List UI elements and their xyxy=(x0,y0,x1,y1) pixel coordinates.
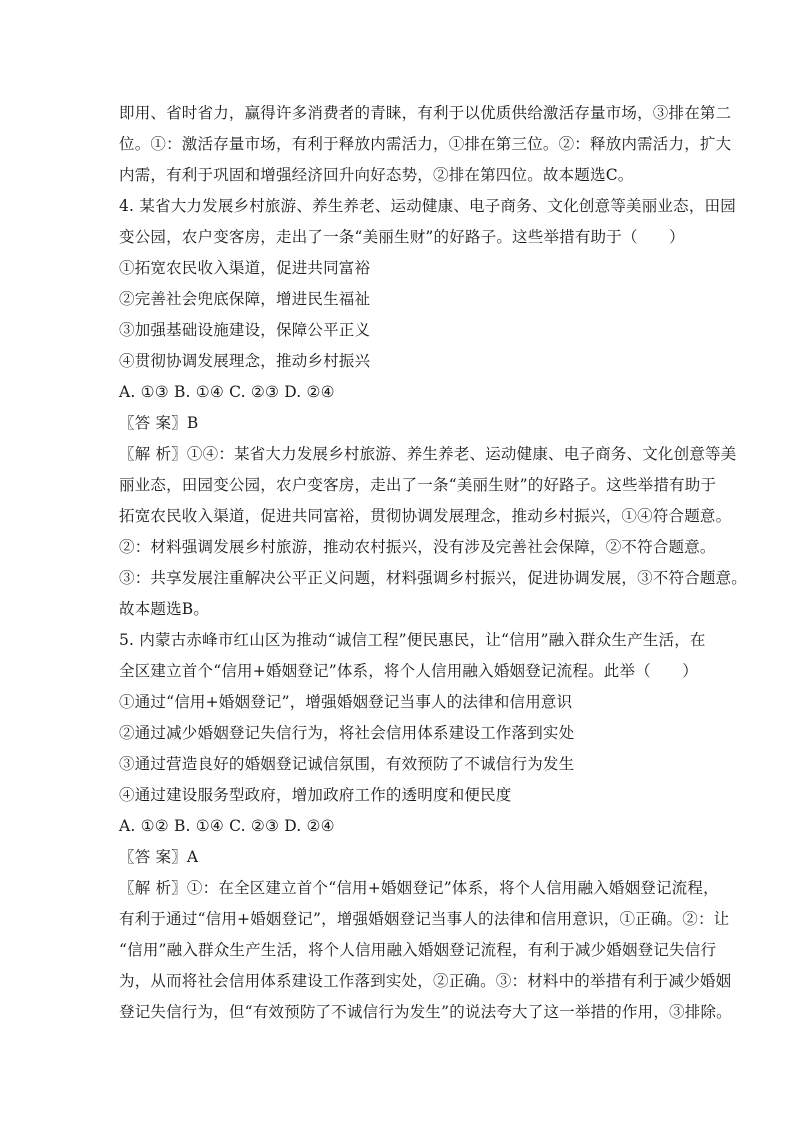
question-4-option: ②完善社会兜底保障，增进民生福祉 xyxy=(119,290,371,308)
question-4-option: ③加强基础设施建设，保障公平正义 xyxy=(119,321,371,339)
question-5-analysis: 登记失信行为，但“有效预防了不诚信行为发生”的说法夸大了这一举措的作用，③排除。 xyxy=(119,1003,732,1021)
question-5-analysis: “信用”融入群众生产生活，将个人信用融入婚姻登记流程，有利于减少婚姻登记失信行 xyxy=(119,941,717,959)
question-4-choices: A. ①③ B. ①④ C. ②③ D. ②④ xyxy=(119,383,335,401)
question-4-option: ④贯彻协调发展理念，推动乡村振兴 xyxy=(119,352,371,370)
question-5-option: ④通过建设服务型政府，增加政府工作的透明度和便民度 xyxy=(119,786,512,804)
question-4-analysis: ②：材料强调发展乡村旅游，推动农村振兴，没有涉及完善社会保障，②不符合题意。 xyxy=(119,538,716,556)
question-4-analysis: 故本题选B。 xyxy=(119,600,210,618)
question-5-analysis: 有利于通过“信用+婚姻登记”，增强婚姻登记当事人的法律和信用意识，①正确。②：让 xyxy=(119,910,730,928)
question-5-option: ①通过“信用+婚姻登记”，增强婚姻登记当事人的法律和信用意识 xyxy=(119,693,573,711)
question-5-stem: 全区建立首个“信用+婚姻登记”体系，将个人信用融入婚姻登记流程。此举（ ） xyxy=(119,662,698,680)
text-line: 内需，有利于巩固和增强经济回升向好态势，②排在第四位。故本题选C。 xyxy=(119,166,634,184)
question-5-answer: 〖答 案〗A xyxy=(119,848,199,866)
question-4-analysis: 丽业态，田园变公园，农户变客房，走出了一条“美丽生财”的好路子。这些举措有助于 xyxy=(119,476,717,494)
question-4-stem: 4. 某省大力发展乡村旅游、养生养老、运动健康、电子商务、文化创意等美丽业态，田园 xyxy=(119,197,736,215)
text-line: 位。①：激活存量市场，有利于释放内需活力，①排在第三位。②：释放内需活力，扩大 xyxy=(119,135,732,153)
question-5-analysis: 〖解 析〗①：在全区建立首个“信用+婚姻登记”体系，将个人信用融入婚姻登记流程， xyxy=(119,879,719,897)
question-4-analysis: 拓宽农民收入渠道，促进共同富裕，贯彻协调发展理念，推动乡村振兴，①④符合题意。 xyxy=(119,507,732,525)
question-5-choices: A. ①② B. ①④ C. ②③ D. ②④ xyxy=(119,817,335,835)
question-4-option: ①拓宽农民收入渠道，促进共同富裕 xyxy=(119,259,371,277)
text-line: 即用、省时省力，赢得许多消费者的青睐，有利于以优质供给激活存量市场，③排在第二 xyxy=(119,104,732,122)
question-5-option: ②通过减少婚姻登记失信行为，将社会信用体系建设工作落到实处 xyxy=(119,724,575,742)
question-4-analysis: ③：共享发展注重解决公平正义问题，材料强调乡村振兴，促进协调发展，③不符合题意。 xyxy=(119,569,748,587)
question-4-answer: 〖答 案〗B xyxy=(119,414,199,432)
question-4-stem: 变公园，农户变客房，走出了一条“美丽生财”的好路子。这些举措有助于（ ） xyxy=(119,228,685,246)
question-4-analysis: 〖解 析〗①④：某省大力发展乡村旅游、养生养老、运动健康、电子商务、文化创意等美 xyxy=(119,445,737,463)
question-5-analysis: 为，从而将社会信用体系建设工作落到实处，②正确。③：材料中的举措有利于减少婚姻 xyxy=(119,972,732,990)
question-5-stem: 5. 内蒙古赤峰市红山区为推动“诚信工程”便民惠民，让“信用”融入群众生产生活，在 xyxy=(119,631,706,649)
question-5-option: ③通过营造良好的婚姻登记诚信氛围，有效预防了不诚信行为发生 xyxy=(119,755,575,773)
